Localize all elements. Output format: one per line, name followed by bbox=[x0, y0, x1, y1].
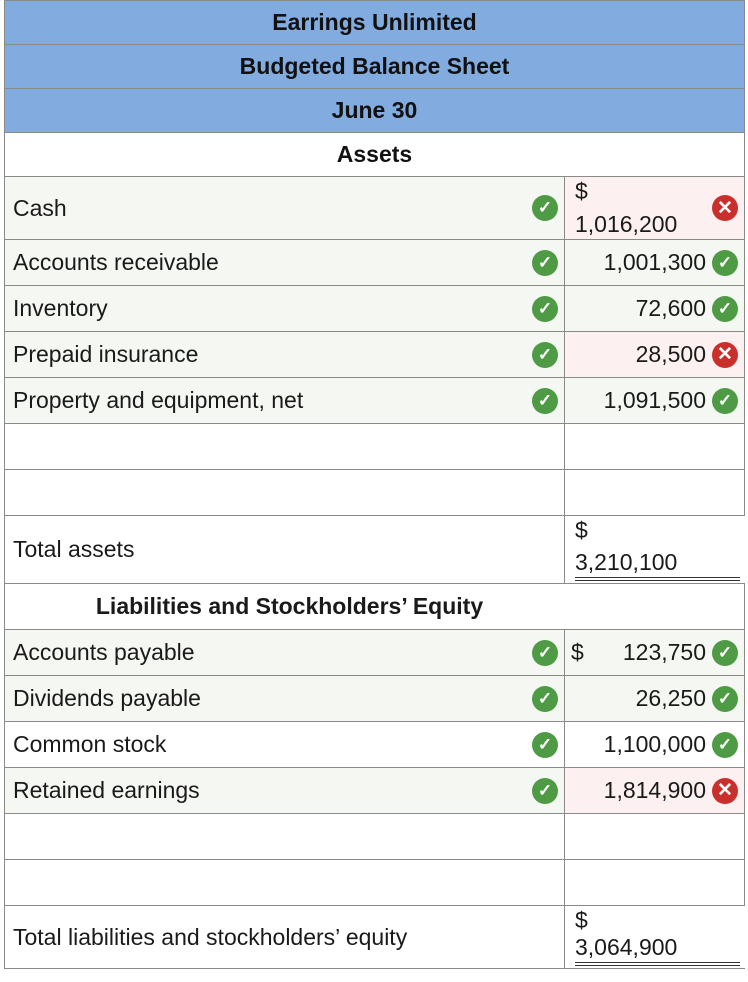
dividends-value: 26,250 bbox=[635, 685, 706, 711]
check-icon bbox=[532, 732, 558, 758]
empty-row bbox=[4, 813, 745, 859]
row-total-liabilities-equity bbox=[4, 905, 745, 969]
total-le-label-cell bbox=[5, 906, 565, 968]
total-le-value: 3,064,900 bbox=[575, 934, 740, 966]
ar-label: Accounts receivable bbox=[13, 249, 219, 275]
ap-label: Accounts payable bbox=[13, 639, 195, 665]
total-assets-label: Total assets bbox=[13, 536, 135, 562]
retained-label-cell[interactable] bbox=[5, 768, 565, 813]
dividends-label: Dividends payable bbox=[13, 685, 201, 711]
ppe-label: Property and equipment, net bbox=[13, 387, 304, 413]
check-icon bbox=[712, 732, 738, 758]
empty-row bbox=[4, 469, 745, 515]
cash-value-cell[interactable] bbox=[565, 177, 744, 239]
empty-value-cell[interactable] bbox=[565, 814, 744, 859]
inventory-value: 72,600 bbox=[635, 295, 706, 321]
check-icon bbox=[532, 388, 558, 414]
ap-label-cell[interactable] bbox=[5, 630, 565, 675]
row-common-stock bbox=[4, 721, 745, 767]
statement-date: June 30 bbox=[4, 88, 745, 132]
x-icon bbox=[712, 195, 738, 221]
ppe-value: 1,091,500 bbox=[603, 387, 706, 413]
retained-value: 1,814,900 bbox=[603, 777, 706, 803]
row-cash bbox=[4, 176, 745, 239]
company-name: Earrings Unlimited bbox=[4, 0, 745, 44]
check-icon bbox=[532, 296, 558, 322]
empty-row bbox=[4, 423, 745, 469]
row-property-equipment bbox=[4, 377, 745, 423]
prepaid-label: Prepaid insurance bbox=[13, 341, 199, 367]
empty-value-cell[interactable] bbox=[565, 470, 744, 515]
check-icon bbox=[532, 640, 558, 666]
balance-sheet bbox=[4, 0, 745, 969]
prepaid-label-cell[interactable] bbox=[5, 332, 565, 377]
row-total-assets bbox=[4, 515, 745, 583]
check-icon bbox=[532, 250, 558, 276]
retained-label: Retained earnings bbox=[13, 777, 200, 803]
dividends-label-cell[interactable] bbox=[5, 676, 565, 721]
ar-value: 1,001,300 bbox=[603, 249, 706, 275]
total-assets-dollar-sign: $ bbox=[575, 517, 588, 543]
empty-label-cell[interactable] bbox=[5, 470, 565, 515]
total-assets-value: 3,210,100 bbox=[575, 549, 740, 581]
ppe-label-cell[interactable] bbox=[5, 378, 565, 423]
check-icon bbox=[532, 686, 558, 712]
ppe-value-cell[interactable] bbox=[565, 378, 744, 423]
assets-heading: Assets bbox=[4, 132, 745, 176]
inventory-value-cell[interactable] bbox=[565, 286, 744, 331]
empty-label-cell[interactable] bbox=[5, 860, 565, 905]
ap-dollar-sign: $ bbox=[571, 639, 584, 665]
row-retained-earnings bbox=[4, 767, 745, 813]
total-le-value-cell bbox=[565, 906, 746, 968]
cash-dollar-sign: $ bbox=[575, 178, 588, 204]
empty-row bbox=[4, 859, 745, 905]
ap-value: 123,750 bbox=[622, 639, 706, 665]
cash-label-cell[interactable] bbox=[5, 177, 565, 239]
prepaid-value-cell[interactable] bbox=[565, 332, 744, 377]
empty-label-cell[interactable] bbox=[5, 424, 565, 469]
row-dividends-payable bbox=[4, 675, 745, 721]
empty-value-cell[interactable] bbox=[565, 424, 744, 469]
total-le-dollar-sign: $ bbox=[575, 907, 588, 933]
ap-value-cell[interactable] bbox=[565, 630, 744, 675]
dividends-value-cell[interactable] bbox=[565, 676, 744, 721]
empty-value-cell[interactable] bbox=[565, 860, 744, 905]
x-icon bbox=[712, 778, 738, 804]
total-le-label: Total liabilities and stockholders’ equity bbox=[13, 923, 408, 950]
cash-label: Cash bbox=[13, 194, 67, 221]
ar-label-cell[interactable] bbox=[5, 240, 565, 285]
common-label: Common stock bbox=[13, 731, 167, 757]
row-accounts-receivable bbox=[4, 239, 745, 285]
row-inventory bbox=[4, 285, 745, 331]
common-value-cell[interactable] bbox=[565, 722, 744, 767]
row-accounts-payable bbox=[4, 629, 745, 675]
x-icon bbox=[712, 342, 738, 368]
row-prepaid-insurance bbox=[4, 331, 745, 377]
check-icon bbox=[712, 388, 738, 414]
check-icon bbox=[532, 778, 558, 804]
ar-value-cell[interactable] bbox=[565, 240, 744, 285]
check-icon bbox=[532, 195, 558, 221]
cash-value: 1,016,200 bbox=[575, 211, 678, 237]
inventory-label-cell[interactable] bbox=[5, 286, 565, 331]
liabilities-heading: Liabilities and Stockholders’ Equity bbox=[4, 583, 745, 629]
check-icon bbox=[712, 640, 738, 666]
empty-label-cell[interactable] bbox=[5, 814, 565, 859]
prepaid-value: 28,500 bbox=[635, 341, 706, 367]
check-icon bbox=[532, 342, 558, 368]
statement-title: Budgeted Balance Sheet bbox=[4, 44, 745, 88]
total-assets-label-cell bbox=[5, 516, 565, 583]
common-label-cell[interactable] bbox=[5, 722, 565, 767]
inventory-label: Inventory bbox=[13, 295, 108, 321]
total-assets-value-cell bbox=[565, 516, 746, 583]
common-value: 1,100,000 bbox=[603, 731, 706, 757]
check-icon bbox=[712, 296, 738, 322]
check-icon bbox=[712, 250, 738, 276]
retained-value-cell[interactable] bbox=[565, 768, 744, 813]
check-icon bbox=[712, 686, 738, 712]
